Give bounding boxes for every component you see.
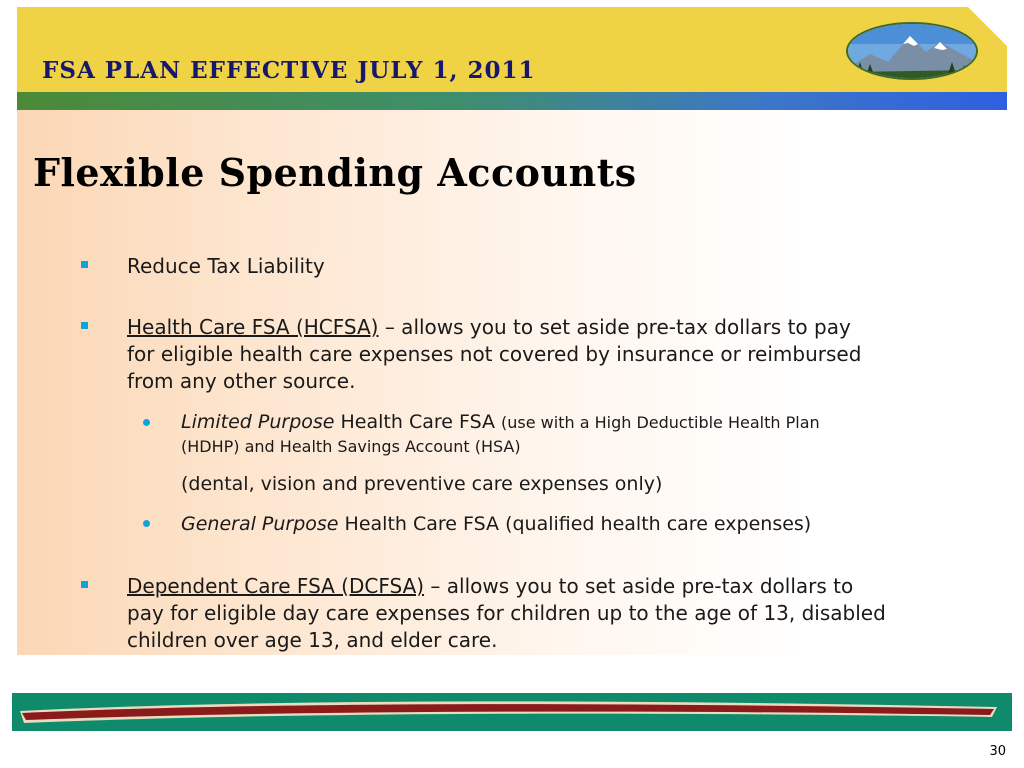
- round-bullet-icon: [143, 520, 150, 527]
- limited-extra: (dental, vision and preventive care expenses only): [181, 473, 663, 495]
- bullet-dcfsa-line1: [127, 573, 853, 600]
- bullet-dcfsa-line3: children over age 13, and elder care.: [127, 628, 498, 652]
- sub-bullet-limited: [181, 409, 820, 436]
- square-bullet-icon: [81, 322, 88, 329]
- limited-text: Health Care FSA: [334, 411, 502, 433]
- limited-note-1: (use with a High Deductible Health Plan: [501, 413, 820, 432]
- bullet-hcfsa-line1: [127, 314, 851, 341]
- slide-title: Flexible Spending Accounts: [33, 150, 637, 195]
- bullet-reduce-tax: Reduce Tax Liability: [127, 254, 325, 278]
- footer-swoosh: [12, 693, 1012, 731]
- dcfsa-link[interactable]: Dependent Care FSA (DCFSA): [127, 574, 425, 598]
- general-purpose-em: General Purpose: [181, 513, 339, 535]
- bullet-hcfsa-line3: from any other source.: [127, 369, 356, 393]
- page-number: 30: [989, 744, 1006, 759]
- hcfsa-desc-1: – allows you to set aside pre-tax dollars to pay: [378, 315, 851, 339]
- general-text: Health Care FSA (qualified health care expenses): [338, 513, 812, 535]
- hcfsa-link[interactable]: Health Care FSA (HCFSA): [127, 315, 379, 339]
- square-bullet-icon: [81, 581, 88, 588]
- dcfsa-desc-1: – allows you to set aside pre-tax dollars to: [424, 574, 854, 598]
- header-title: FSA PLAN EFFECTIVE JULY 1, 2011: [42, 57, 536, 84]
- mountain-landscape-icon: [846, 22, 978, 80]
- sub-bullet-general: [181, 511, 811, 537]
- square-bullet-icon: [81, 261, 88, 268]
- bullet-dcfsa-line2: pay for eligible day care expenses for children up to the age of 13, disabled: [127, 601, 886, 625]
- header-stripe: [17, 92, 1007, 110]
- limited-note-2: (HDHP) and Health Savings Account (HSA): [181, 437, 521, 456]
- limited-purpose-em: Limited Purpose: [181, 411, 335, 433]
- round-bullet-icon: [143, 419, 150, 426]
- bullet-hcfsa-line2: for eligible health care expenses not covered by insurance or reimbursed: [127, 342, 862, 366]
